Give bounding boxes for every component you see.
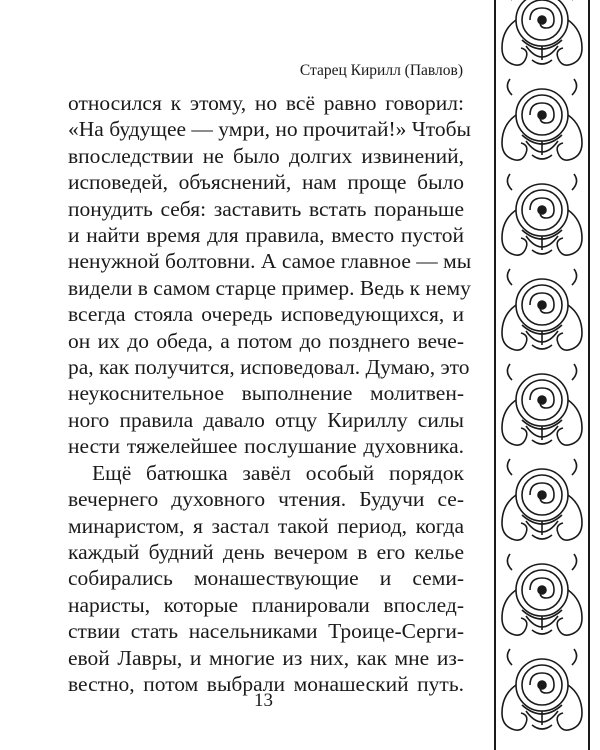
text-line: наристы, которые планировали впослед- [68, 592, 464, 617]
ornament-medallion [502, 269, 582, 350]
text-line: относился к этому, но всё равно говорил: [68, 91, 464, 115]
text-line: и найти время для правила, вместо пустой [68, 223, 464, 248]
page-number: 13 [254, 690, 273, 711]
text-line: ненужной болтовни. А самое главное — мы [68, 249, 472, 274]
text-line: каждый будний день вечером в его келье [68, 539, 464, 564]
running-header: Старец Кирилл (Павлов) [299, 62, 463, 79]
text-line: понудить себя: заставить встать пораньше [68, 196, 464, 221]
body-text [68, 90, 472, 697]
text-line: ра, как получится, исповедовал. Думаю, это [68, 355, 470, 380]
text-line: вечернего духовного чтения. Будучи се- [68, 487, 464, 512]
ornament-medallion [502, 174, 582, 255]
ornament-medallion [502, 459, 582, 540]
decorative-border-ornament [492, 0, 592, 750]
text-line: исповедей, объяснений, нам проще было [68, 170, 464, 195]
text-line: всегда стояла очередь исповедующихся, и [68, 302, 464, 327]
ornament-medallion [502, 649, 582, 730]
text-line: впоследствии не было долгих извинений, [68, 143, 464, 168]
text-line: неукоснительное выполнение молитвен- [68, 381, 464, 406]
text-line: собирались монашествующие и семи- [68, 566, 464, 591]
text-line: евой Лавры, и многие из них, как мне из- [68, 645, 464, 670]
ornament-medallion [502, 554, 582, 635]
ornament-medallion [502, 79, 582, 160]
text-line: нести тяжелейшее послушание духовника. [68, 434, 464, 459]
text-line: вестно, потом выбрали монашеский путь. [68, 671, 464, 696]
text-line: минаристом, я застал такой период, когда [68, 513, 464, 538]
ornament-medallion [502, 0, 582, 65]
text-line: Ещё батюшка завёл особый порядок [92, 460, 464, 485]
text-line: ного правила давало отцу Кириллу силы [68, 407, 464, 432]
text-line: он их до обеда, а потом до позднего вече- [68, 328, 464, 353]
text-line: «На будущее — умри, но прочитай!» Чтобы [68, 117, 471, 142]
ornament-medallion [502, 364, 582, 445]
text-line: ствии стать насельниками Троице-Серги- [68, 619, 464, 644]
text-line: видели в самом старце пример. Ведь к нему [68, 275, 471, 300]
